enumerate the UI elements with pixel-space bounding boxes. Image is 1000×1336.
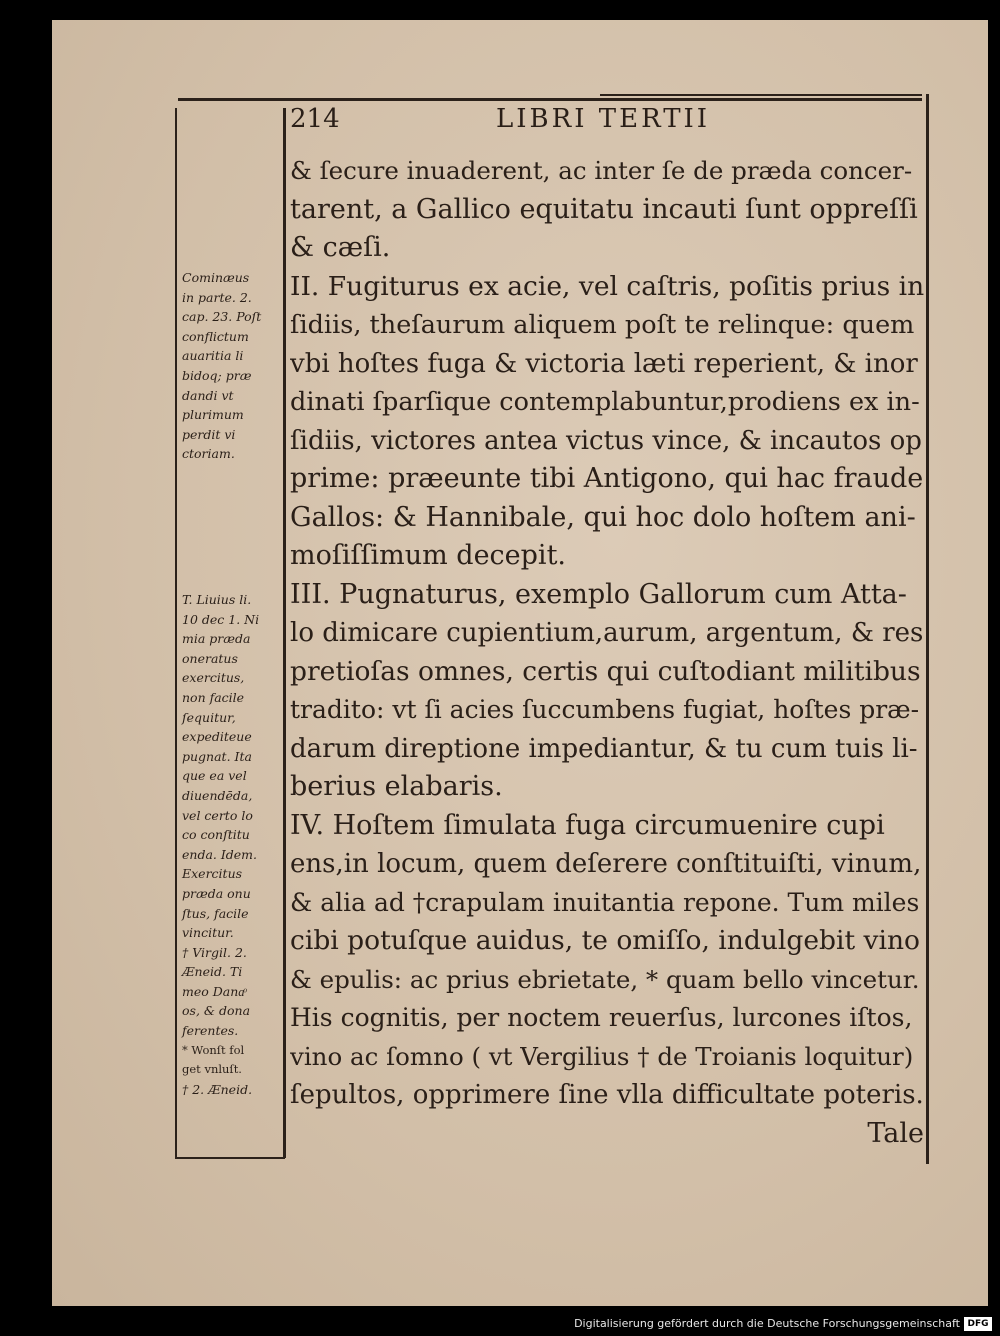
note-line: Cominæus bbox=[182, 270, 250, 285]
note-line: † Virgil. 2. bbox=[182, 944, 247, 960]
note-line: vel certo lo bbox=[182, 807, 253, 823]
note-line: in parte. 2. bbox=[182, 289, 252, 305]
note-line: enda. Idem. bbox=[182, 846, 258, 862]
note-line: ſequitur, bbox=[182, 709, 236, 725]
note-line: os, & dona bbox=[182, 1003, 251, 1019]
note-line: plurimum bbox=[182, 407, 244, 423]
text-line: ſidiis, victores antea victus vince, & incautos op bbox=[290, 425, 922, 456]
text-line: dinati ſparſique contemplabuntur,prodiens ex in- bbox=[290, 387, 920, 417]
note-line: dandi vt bbox=[182, 387, 234, 403]
text-line: tarent, a Gallico equitatu incauti ſunt oppreſſi bbox=[290, 193, 918, 225]
note-line: get vnluſt. bbox=[182, 1062, 242, 1077]
note-line: ferentes. bbox=[182, 1023, 239, 1039]
header-rule bbox=[178, 98, 922, 101]
note-line: expediteue bbox=[182, 729, 252, 745]
note-line: Exercitus bbox=[182, 866, 243, 882]
page-number: 214 bbox=[290, 104, 340, 134]
note-line: ctoriam. bbox=[182, 446, 235, 462]
text-line: moſiſſimum decepit. bbox=[290, 540, 566, 571]
margin-rule-divider bbox=[283, 108, 286, 1158]
text-line: & cæſi. bbox=[290, 232, 391, 263]
main-text bbox=[290, 152, 924, 1153]
text-line: tradito: vt ſi acies ſuccumbens fugiat, hoſtes præ- bbox=[290, 695, 920, 724]
note-line: mia præda bbox=[182, 631, 251, 647]
text-line: His cognitis, per noctem reuerſus, lurcones iſtos, bbox=[290, 1003, 913, 1032]
note-line: non facile bbox=[182, 689, 245, 705]
note-line: meo Danaͦ bbox=[182, 983, 245, 999]
footer-credit: Digitalisierung gefördert durch die Deutsche Forschungsgemeinschaft bbox=[574, 1317, 960, 1330]
dfg-logo: DFG bbox=[964, 1317, 992, 1331]
text-line: berius elabaris. bbox=[290, 771, 503, 802]
marginal-note-livius bbox=[182, 590, 282, 1099]
text-line: IV. Hoſtem ſimulata fuga circumuenire cupi bbox=[290, 809, 885, 841]
right-rule bbox=[926, 94, 929, 1164]
text-line: vbi hoſtes fuga & victoria læti reperient, & inor bbox=[290, 348, 918, 379]
note-line: auaritia li bbox=[182, 348, 244, 364]
margin-bottom-rule bbox=[175, 1157, 285, 1159]
note-line: bidoq; præ bbox=[182, 367, 252, 383]
note-line: * Wonſt fol bbox=[182, 1042, 245, 1057]
note-line: perdit vi bbox=[182, 426, 236, 442]
text-line: & ſecure inuaderent, ac inter ſe de præda concer- bbox=[290, 156, 913, 185]
text-line: prime: præeunte tibi Antigono, qui hac fraude bbox=[290, 463, 924, 494]
text-line: II. Fugiturus ex acie, vel caſtris, poſitis prius in bbox=[290, 270, 924, 302]
note-line: Æneid. Ti bbox=[182, 964, 243, 980]
note-line: exercitus, bbox=[182, 670, 245, 686]
note-line: que ea vel bbox=[182, 768, 247, 784]
catchword: Tale bbox=[867, 1117, 924, 1149]
note-line: diuendēda, bbox=[182, 787, 253, 803]
note-line: vincitur. bbox=[182, 925, 234, 941]
text-line: III. Pugnaturus, exemplo Gallorum cum Atta- bbox=[290, 578, 907, 610]
note-line: ſtus, facile bbox=[182, 905, 249, 921]
text-line: Gallos: & Hannibale, qui hoc dolo hoſtem ani- bbox=[290, 501, 916, 533]
note-line: co conſtitu bbox=[182, 827, 250, 843]
text-line: pretioſas omnes, certis qui cuſtodiant militibus bbox=[290, 655, 921, 687]
text-line: & alia ad †crapulam inuitantia repone. Tum miles bbox=[290, 887, 920, 917]
digitization-footer bbox=[0, 1306, 1000, 1336]
note-line: oneratus bbox=[182, 650, 238, 666]
note-line: præda onu bbox=[182, 885, 251, 901]
text-line: lo dimicare cupientium,aurum, argentum, & res bbox=[290, 618, 924, 648]
text-line: ens,in locum, quem deſerere conſtituiſti, vinum, bbox=[290, 849, 922, 879]
text-line: darum direptione impediantur, & tu cum tuis li- bbox=[290, 733, 918, 764]
text-line: ſidiis, theſaurum aliquem poſt te relinque: quem bbox=[290, 310, 915, 340]
note-line: 10 dec 1. Ni bbox=[182, 611, 260, 627]
note-line: T. Liuius li. bbox=[182, 592, 252, 607]
header-rule-upper bbox=[600, 94, 922, 96]
text-line: cibi potuſque auidus, te omiſſo, indulgebit vino bbox=[290, 925, 920, 956]
note-line: pugnat. Ita bbox=[182, 748, 252, 764]
running-head: LIBRI TERTII bbox=[496, 104, 711, 134]
text-line: vino ac ſomno ( vt Vergilius † de Troianis loquitur) bbox=[290, 1041, 914, 1071]
note-line: † 2. Æneid. bbox=[182, 1081, 253, 1097]
text-line: ſepultos, opprimere ſine vlla difficultate poteris. bbox=[290, 1080, 924, 1110]
note-line: cap. 23. Poſt bbox=[182, 309, 262, 325]
margin-rule-left bbox=[175, 108, 177, 1158]
note-line: conflictum bbox=[182, 328, 249, 344]
marginal-note-cominaeus bbox=[182, 268, 282, 464]
text-line: & epulis: ac prius ebrietate, * quam bello vincetur. bbox=[290, 964, 920, 994]
